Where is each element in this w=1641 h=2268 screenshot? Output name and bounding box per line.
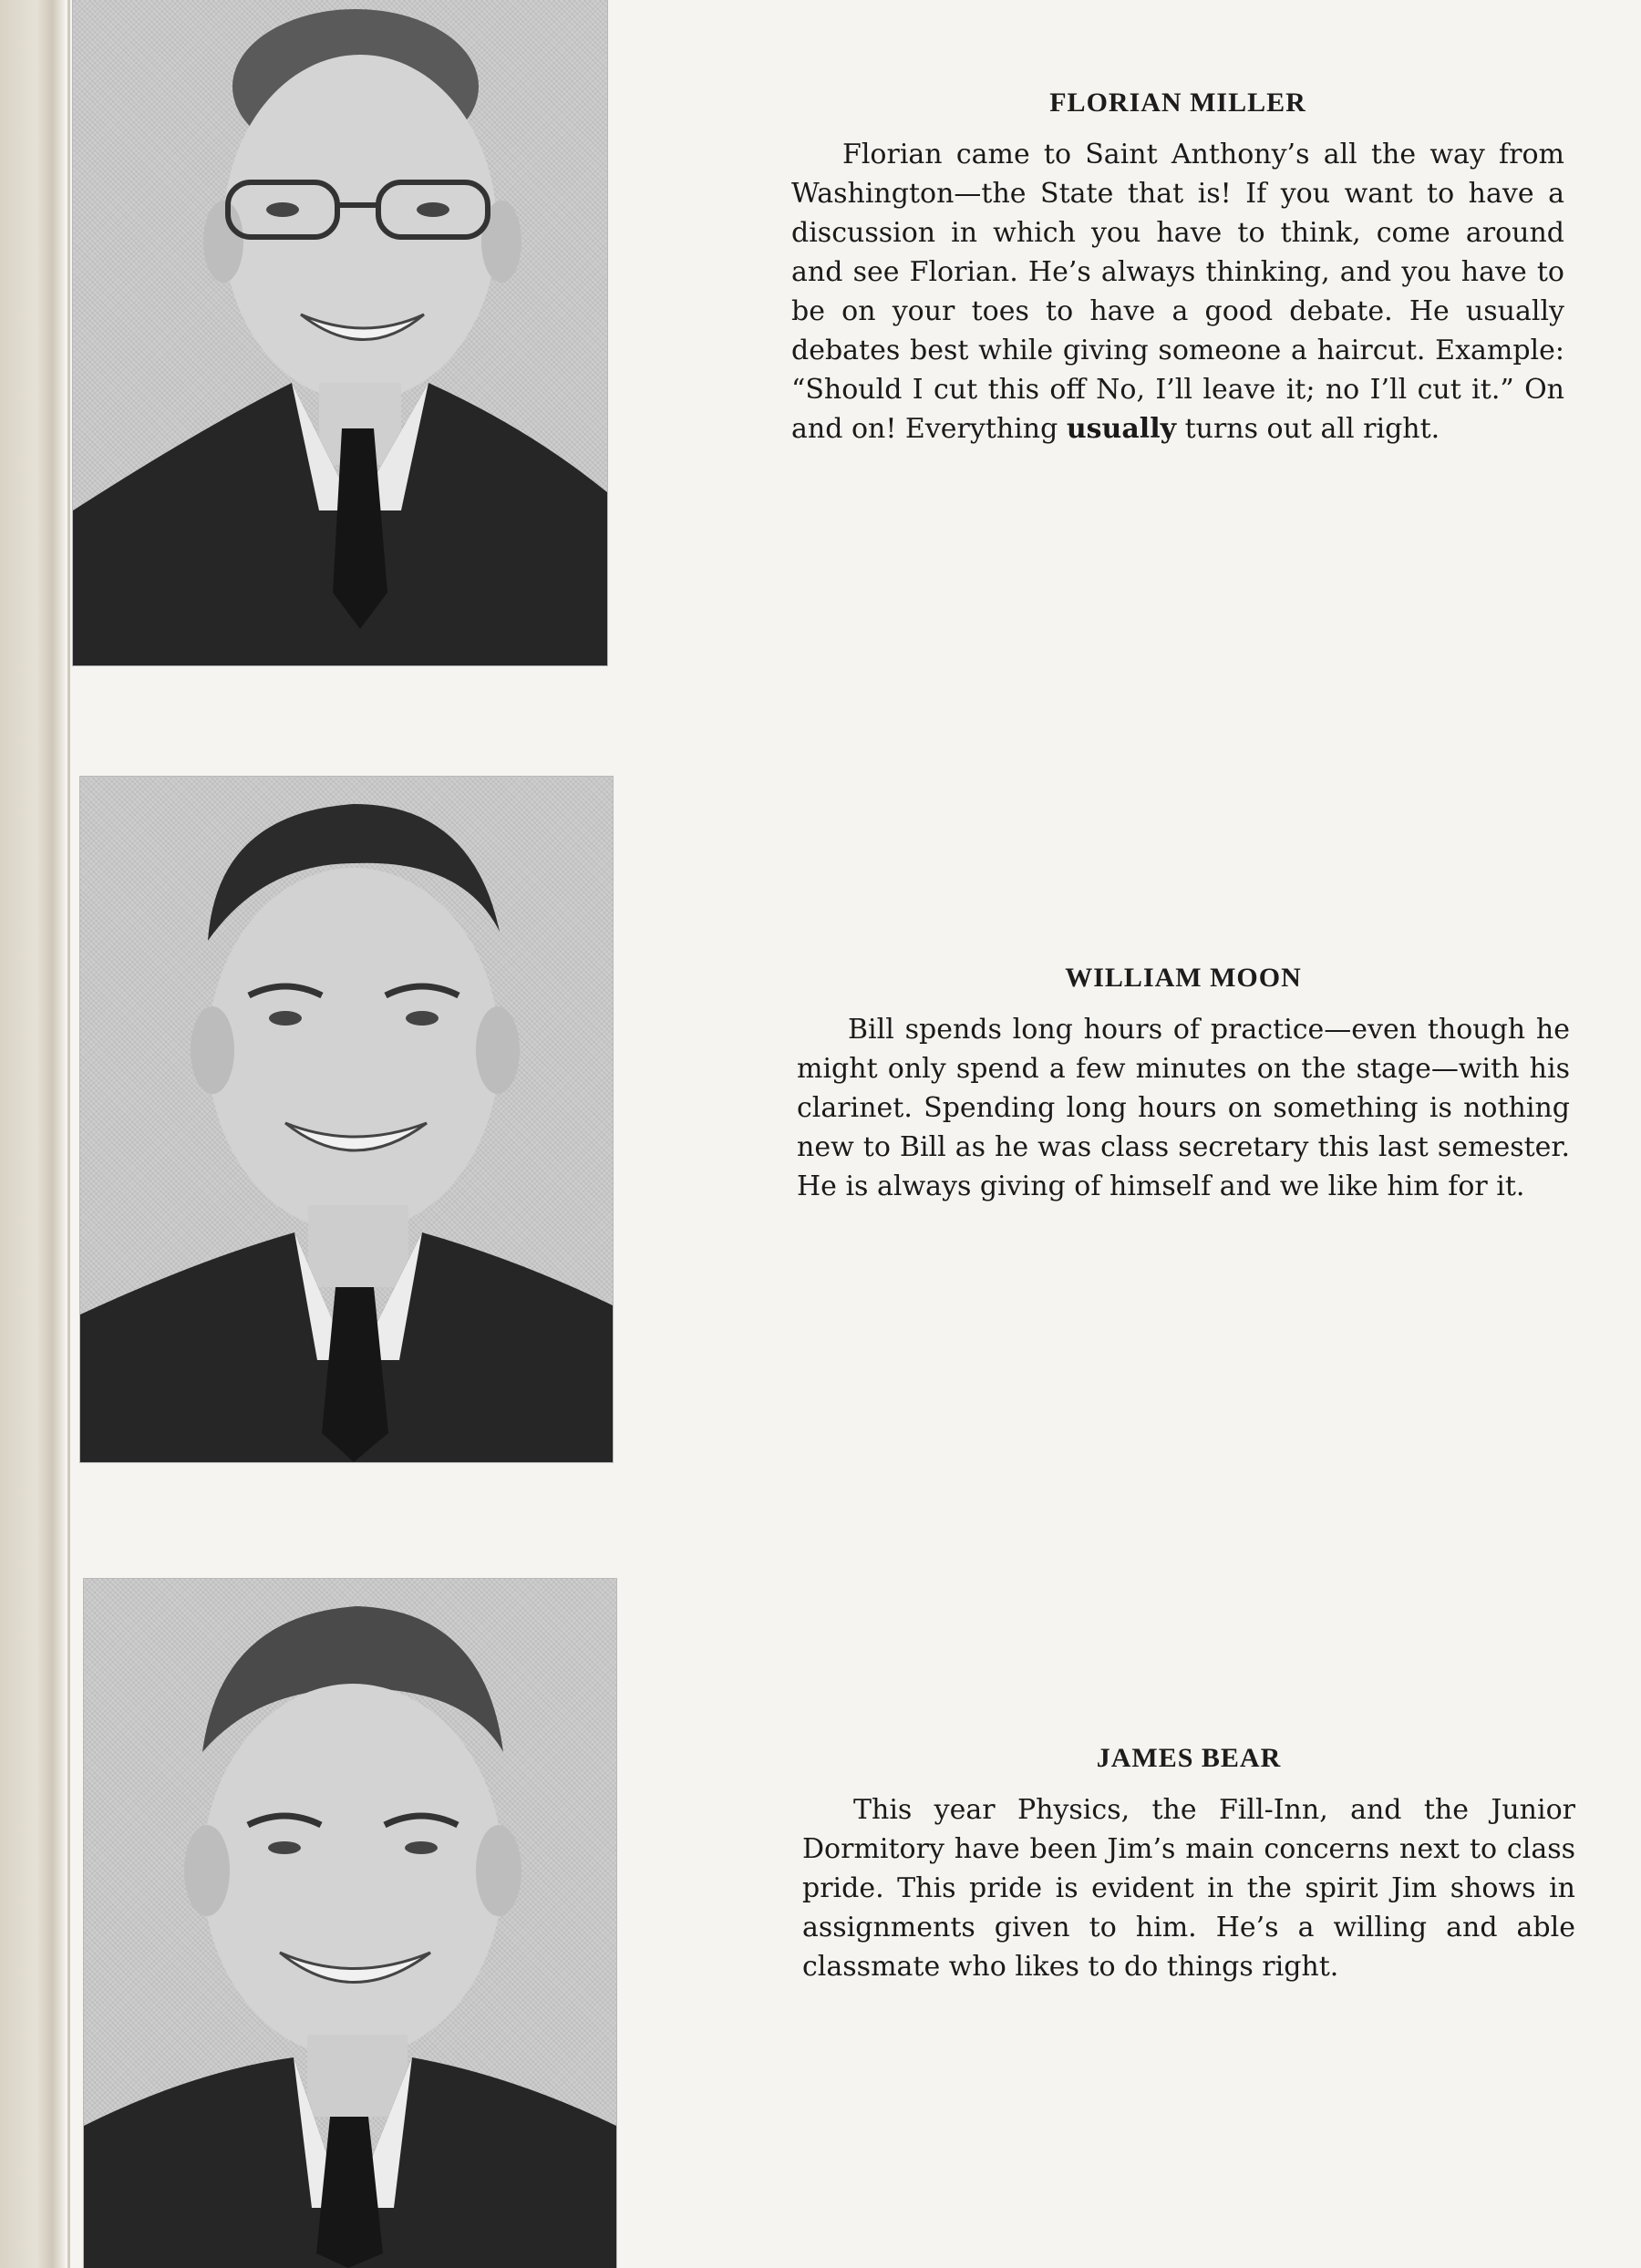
biography-entry — [791, 88, 1564, 448]
student-name: JAMES BEAR — [1096, 1743, 1282, 1773]
portrait-photo-james-bear — [84, 1579, 616, 2268]
biography-entry — [802, 1743, 1575, 1986]
biography-entry — [797, 963, 1570, 1206]
binding-edge — [0, 0, 66, 2268]
portrait-illustration — [84, 1579, 616, 2268]
student-name: WILLIAM MOON — [1065, 963, 1302, 993]
biography-text-part: turns out all right. — [1176, 413, 1440, 445]
biography-text — [791, 135, 1564, 448]
biography-text-emphasis: usually — [1066, 413, 1177, 445]
biography-text: Bill spends long hours of practice—even though he might only spend a few minutes on the stage—with his clarinet. Spending long hours on something is nothing new to Bill as he was class secretary this last semester. He is always giving of himself and we like him for it. — [797, 1014, 1570, 1202]
portrait-photo-florian-miller — [73, 0, 607, 665]
portrait-illustration — [80, 777, 613, 1462]
biography-text-part: Florian came to Saint Anthony’s all the way from Washington—the State that is! If you want to have a discussion in which you have to think, come around and see Florian. He’s always thinking, and you have to be on your toes to have a good debate. He usually debates best while giving someone a haircut. Example: “Should I cut this off No, I’ll leave it; no I’ll cut it.” On and on! Everything — [791, 139, 1564, 445]
student-name: FLORIAN MILLER — [1049, 88, 1306, 118]
biography-text: This year Physics, the Fill-Inn, and the Junior Dormitory have been Jim’s main concerns next to class pride. This pride is evident in the spirit Jim shows in assignments given to him. He’s a willing and able classmate who likes to do things right. — [802, 1794, 1575, 1983]
portrait-photo-william-moon — [80, 777, 613, 1462]
binding-shadow — [67, 0, 70, 2268]
portrait-illustration — [73, 0, 607, 665]
